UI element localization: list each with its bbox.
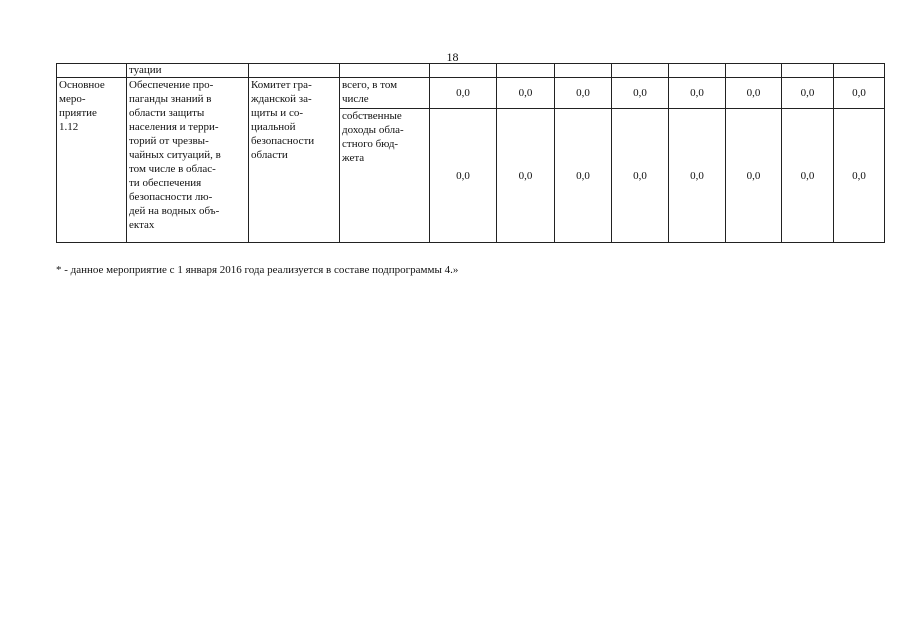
cell-event-code: Основное меро- приятие 1.12 [57,78,127,243]
cell-value: 0,0 [669,109,726,243]
cell-event-name: Обеспечение про- паганды знаний в области защиты населения и терри- торий от чрезвы- чайных ситуаций, в том числе в облас- ти обеспечения безопасности лю- дей на водных объ- ектах [127,78,249,243]
cell-value: 0,0 [555,109,612,243]
footnote: * - данное мероприятие с 1 января 2016 года реализуется в составе подпрограммы 4.» [56,264,459,276]
cell-executor: Комитет гра- жданской за- щиты и со- циальной безопасности области [249,78,340,243]
cell-empty [612,64,669,78]
cell-value: 0,0 [497,78,555,109]
cell-value: 0,0 [669,78,726,109]
cell-value: 0,0 [612,78,669,109]
cell-value: 0,0 [726,78,782,109]
cell-value: 0,0 [782,109,834,243]
cell-value: 0,0 [555,78,612,109]
cell-empty [782,64,834,78]
cell-empty [669,64,726,78]
cell-empty [555,64,612,78]
cell-empty [726,64,782,78]
cell-value: 0,0 [430,78,497,109]
cell-continuation-text: туации [127,64,249,78]
cell-empty [430,64,497,78]
cell-value: 0,0 [726,109,782,243]
cell-empty [497,64,555,78]
cell-value: 0,0 [497,109,555,243]
cell-value: 0,0 [430,109,497,243]
cell-source-label: собственные доходы обла- стного бюд- жета [340,109,430,243]
page-number: 18 [446,50,459,64]
cell-source-label: всего, в том числе [340,78,430,109]
cell-empty [834,64,885,78]
cell-empty [340,64,430,78]
cell-value: 0,0 [834,78,885,109]
cell-value: 0,0 [782,78,834,109]
cell-value: 0,0 [834,109,885,243]
table-row-total [57,78,885,109]
table-row-continuation [57,64,885,78]
cell-value: 0,0 [612,109,669,243]
cell-empty [57,64,127,78]
budget-table [56,63,885,243]
cell-empty [249,64,340,78]
